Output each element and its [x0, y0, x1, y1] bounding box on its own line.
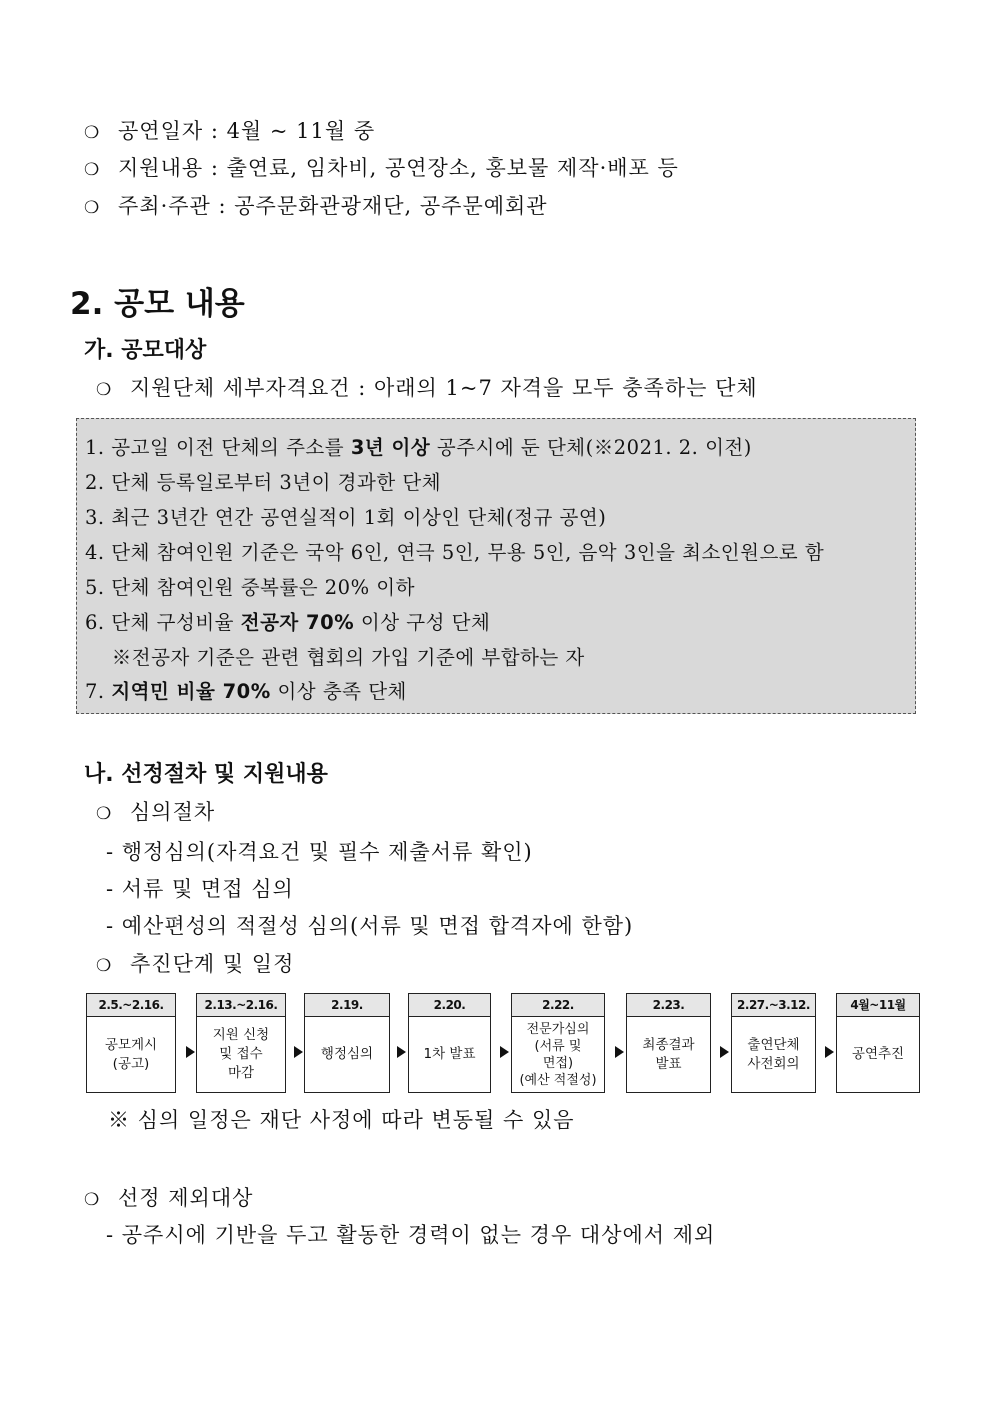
- step-date: 2.22.: [512, 994, 604, 1017]
- review-heading: ❍ 심의절차: [96, 800, 216, 824]
- schedule-heading: ❍ 추진단계 및 일정: [96, 952, 295, 976]
- arrow-right-icon: [500, 1046, 509, 1058]
- step-date: 4월~11월: [837, 994, 919, 1017]
- arrow-right-icon: [615, 1046, 624, 1058]
- review-item: - 행정심의(자격요건 및 필수 제출서류 확인): [106, 840, 533, 864]
- list-item: [84, 115, 375, 145]
- step-date: 2.19.: [305, 994, 389, 1017]
- list-item: [84, 190, 548, 220]
- eligibility-item: 4. 단체 참여인원 기준은 국악 6인, 연극 5인, 무용 5인, 음악 3인을 최소인원으로 함: [85, 541, 825, 564]
- arrow-right-icon: [294, 1046, 303, 1058]
- step-date: 2.27.~3.12.: [732, 994, 815, 1017]
- step-label: 전문가심의 (서류 및 면접) (예산 적절성): [519, 1021, 597, 1088]
- process-step: [511, 993, 605, 1093]
- review-item: - 예산편성의 적절성 심의(서류 및 면접 합격자에 한함): [106, 914, 634, 938]
- step-label: 공연추진: [851, 1046, 905, 1062]
- process-step: [408, 993, 491, 1093]
- process-step: [86, 993, 176, 1093]
- schedule-note: ※ 심의 일정은 재단 사정에 따라 변동될 수 있음: [108, 1108, 575, 1132]
- circle-bullet-icon: ❍: [96, 956, 113, 976]
- section-title: 2. 공모 내용: [70, 286, 245, 322]
- eligibility-item: 3. 최근 3년간 연간 공연실적이 1회 이상인 단체(정규 공연): [85, 506, 607, 529]
- step-label: 1차 발표: [423, 1046, 476, 1062]
- process-step: [626, 993, 711, 1093]
- intro-text: 지원단체 세부자격요건 : 아래의 1~7 자격을 모두 충족하는 단체: [130, 376, 758, 400]
- circle-bullet-icon: ❍: [84, 123, 101, 143]
- step-label: 공모게시 (공고): [104, 1036, 158, 1072]
- eligibility-note: ※전공자 기준은 관련 협회의 가입 기준에 부합하는 자: [85, 646, 585, 669]
- exclusion-heading: ❍ 선정 제외대상: [84, 1186, 254, 1210]
- circle-bullet-icon: ❍: [84, 198, 101, 218]
- step-label: 행정심의: [320, 1046, 374, 1062]
- list-item: [84, 152, 679, 182]
- step-date: 2.20.: [409, 994, 490, 1017]
- process-step: [196, 993, 286, 1093]
- eligibility-item: 1. 공고일 이전 단체의 주소를 3년 이상 공주시에 둔 단체(※2021. 2. 이전): [85, 436, 752, 459]
- item-text: 지원내용 : 출연료, 임차비, 공연장소, 홍보물 제작·배포 등: [118, 156, 679, 180]
- step-label: 최종결과 발표: [642, 1036, 695, 1072]
- eligibility-item: 7. 지역민 비율 70% 이상 충족 단체: [85, 680, 407, 703]
- process-step: [304, 993, 390, 1093]
- step-date: 2.23.: [627, 994, 710, 1017]
- subsection-title-b: 나. 선정절차 및 지원내용: [84, 762, 328, 787]
- circle-bullet-icon: ❍: [96, 380, 113, 400]
- arrow-right-icon: [720, 1046, 729, 1058]
- eligibility-item: 6. 단체 구성비율 전공자 70% 이상 구성 단체: [85, 611, 491, 634]
- eligibility-item: 2. 단체 등록일로부터 3년이 경과한 단체: [85, 471, 442, 494]
- circle-bullet-icon: ❍: [96, 804, 113, 824]
- item-text: 주최·주관 : 공주문화관광재단, 공주문예회관: [118, 194, 548, 218]
- circle-bullet-icon: ❍: [84, 160, 101, 180]
- arrow-right-icon: [397, 1046, 406, 1058]
- arrow-right-icon: [186, 1046, 195, 1058]
- eligibility-intro: [96, 372, 758, 402]
- review-item: - 서류 및 면접 심의: [106, 877, 294, 901]
- eligibility-box: [76, 418, 916, 714]
- eligibility-item: 5. 단체 참여인원 중복률은 20% 이하: [85, 576, 415, 599]
- item-text: 공연일자 : 4월 ~ 11월 중: [118, 119, 376, 143]
- process-step: [836, 993, 920, 1093]
- step-date: 2.5.~2.16.: [87, 994, 175, 1017]
- step-label: 지원 신청 및 접수 마감: [212, 1027, 270, 1081]
- subsection-title-a: 가. 공모대상: [84, 338, 207, 363]
- exclusion-item: - 공주시에 기반을 두고 활동한 경력이 없는 경우 대상에서 제외: [106, 1223, 716, 1247]
- process-step: [731, 993, 816, 1093]
- step-date: 2.13.~2.16.: [197, 994, 285, 1017]
- step-label: 출연단체 사전회의: [747, 1036, 800, 1072]
- arrow-right-icon: [825, 1046, 834, 1058]
- circle-bullet-icon: ❍: [84, 1190, 101, 1210]
